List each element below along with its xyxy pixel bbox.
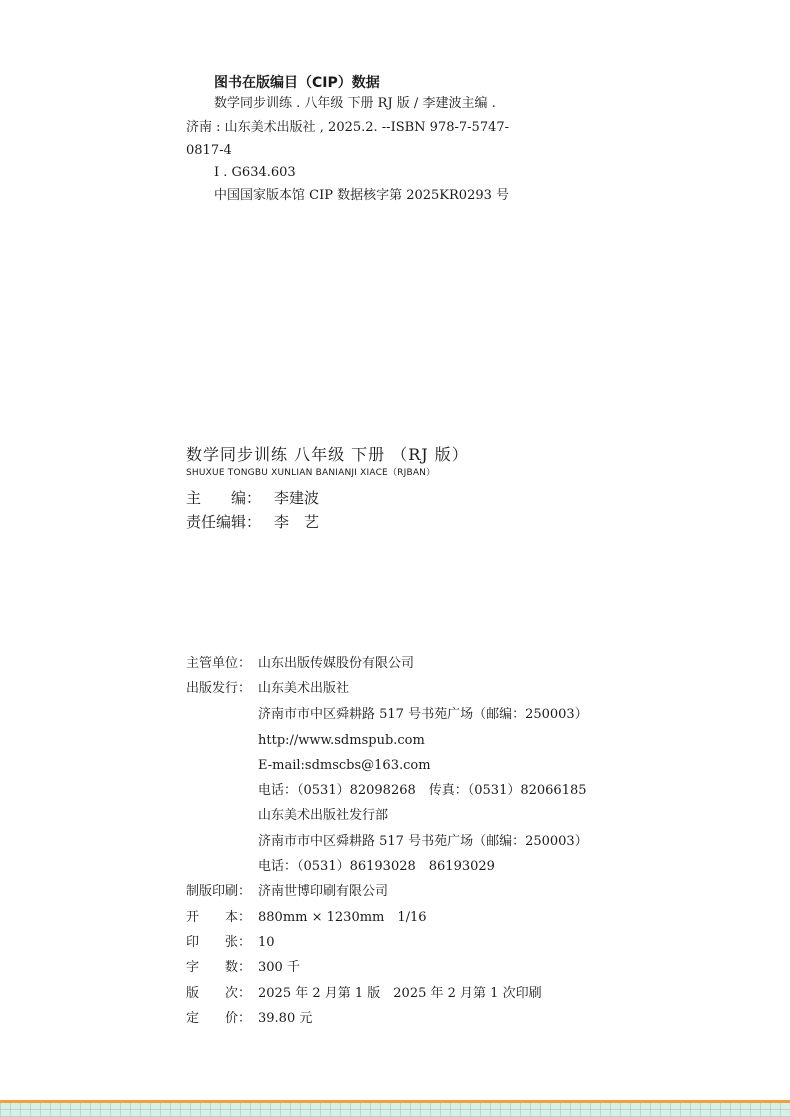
cip-line-4: Ⅰ . G634.603: [214, 165, 296, 180]
info-sheets-label: 印 张：: [186, 935, 252, 950]
credit-editor-value: 李建波: [274, 489, 320, 507]
info-printer: [186, 882, 388, 902]
info-supervisor-label: 主管单位：: [186, 656, 252, 671]
cip-line-5: 中国国家版本馆 CIP 数据核字第 2025KR0293 号: [214, 188, 510, 203]
info-format: [186, 908, 427, 928]
info-printer-label: 制版印刷：: [186, 884, 252, 899]
info-phone-fax: 电话：（0531）82098268 传真：（0531）82066185: [258, 783, 587, 798]
info-sheets-value: 10: [258, 935, 275, 950]
cip-title: 图书在版编目（CIP）数据: [214, 75, 380, 91]
info-dept: 山东美术出版社发行部: [258, 808, 389, 823]
cip-line-3: 0817-4: [186, 143, 232, 158]
info-words-value: 300 千: [258, 960, 300, 975]
info-format-value: 880mm × 1230mm 1/16: [258, 910, 427, 925]
info-phone-2: 电话：（0531）86193028 86193029: [258, 859, 495, 874]
info-words-label: 字 数：: [186, 960, 252, 975]
book-title: 数学同步训练 八年级 下册 （RJ 版）: [186, 445, 469, 464]
credit-responsible-value: 李 艺: [274, 513, 320, 531]
info-words: [186, 958, 300, 978]
info-email: E-mail:sdmscbs@163.com: [258, 758, 431, 773]
info-printer-value: 济南世博印刷有限公司: [258, 884, 389, 899]
book-pinyin-title: SHUXUE TONGBU XUNLIAN BANIANJI XIACE（RJBAN）: [186, 468, 436, 478]
info-price: [186, 1009, 312, 1029]
info-edition: [186, 984, 542, 1004]
info-edition-label: 版 次：: [186, 986, 252, 1001]
credit-editor-label: 主 编：: [186, 489, 262, 507]
info-edition-value: 2025 年 2 月第 1 版 2025 年 2 月第 1 次印刷: [258, 986, 542, 1001]
credit-responsible-label: 责任编辑：: [186, 513, 262, 531]
info-address-1: 济南市市中区舜耕路 517 号书苑广场（邮编：250003）: [258, 707, 588, 722]
info-address-2: 济南市市中区舜耕路 517 号书苑广场（邮编：250003）: [258, 834, 588, 849]
info-supervisor-value: 山东出版传媒股份有限公司: [258, 656, 415, 671]
info-format-label: 开 本：: [186, 910, 252, 925]
credit-editor: [186, 487, 319, 508]
info-sheets: [186, 933, 275, 953]
credit-responsible-editor: [186, 511, 319, 532]
info-supervisor: [186, 654, 414, 674]
decorative-bottom-band: [0, 1100, 790, 1117]
info-website: http://www.sdmspub.com: [258, 733, 425, 748]
cip-line-1: 数学同步训练 . 八年级 下册 RJ 版 / 李建波主编 .: [214, 96, 496, 111]
info-price-label: 定 价：: [186, 1011, 252, 1026]
info-issuer-value: 山东美术出版社: [258, 681, 350, 696]
info-issuer: [186, 679, 349, 699]
info-issuer-label: 出版发行：: [186, 681, 252, 696]
info-price-value: 39.80 元: [258, 1011, 313, 1026]
cip-line-2: 济南 : 山东美术出版社 , 2025.2. --ISBN 978-7-5747-: [186, 120, 510, 135]
